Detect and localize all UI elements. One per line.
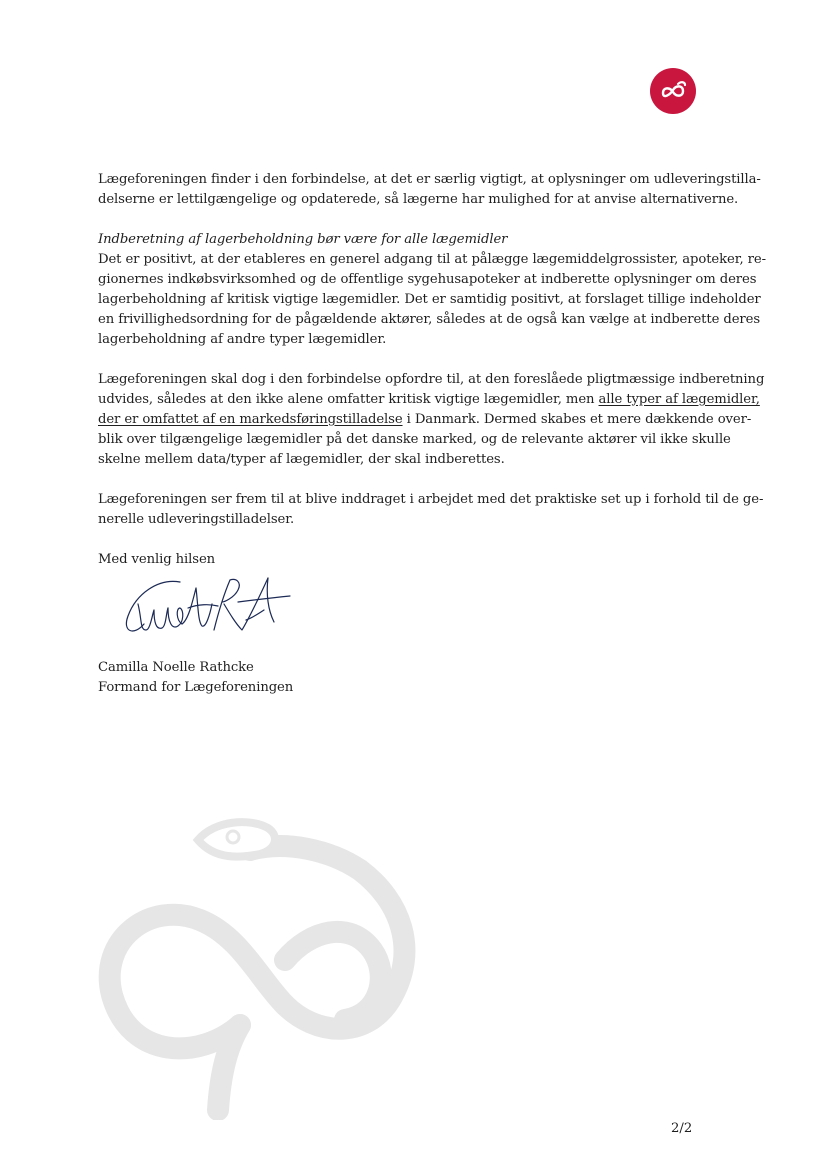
underlined-emphasis: der er omfattet af en markedsføringstilladelse	[98, 412, 403, 427]
signer-title: Formand for Lægeforeningen	[98, 680, 294, 695]
handwritten-signature	[118, 574, 298, 644]
section-heading: Indberetning af lagerbeholdning bør være for alle lægemidler	[98, 232, 508, 247]
text-line: Det er positivt, at der etableres en generel adgang til at pålægge lægemiddelgrossister, apoteker, re-	[98, 252, 766, 267]
text-line: Lægeforeningen finder i den forbindelse, at det er særlig vigtigt, at oplysninger om udleveringstilla-	[98, 172, 761, 187]
text-line: lagerbeholdning af kritisk vigtige lægemidler. Det er samtidig positivt, at forslaget tillige indeholder	[98, 292, 761, 307]
signer-block	[98, 658, 730, 698]
text-line: Lægeforeningen skal dog i den forbindelse opfordre til, at den foreslåede pligtmæssige indberetning	[98, 372, 765, 387]
text-line: gionernes indkøbsvirksomhed og de offentlige sygehusapoteker at indberette oplysninger om deres	[98, 272, 757, 287]
snake-watermark-icon	[90, 810, 450, 1120]
paragraph-stock-reporting	[98, 230, 766, 350]
text-line: Lægeforeningen ser frem til at blive inddraget i arbejdet med det praktiske set up i forhold til de ge-	[98, 492, 764, 507]
underlined-emphasis: alle typer af lægemidler,	[598, 392, 760, 407]
text-line: delserne er lettilgængelige og opdaterede, så lægerne har mulighed for at anvise alternativerne.	[98, 192, 739, 207]
brand-logo-icon	[650, 68, 696, 114]
page-number: 2/2	[671, 1121, 693, 1136]
sign-off	[98, 550, 730, 570]
text-segment: i Danmark. Dermed skabes et mere dækkende over-	[402, 412, 752, 427]
paragraph-availability	[98, 170, 761, 210]
letter-body	[98, 170, 766, 718]
text-segment: udvides, således at den ikke alene omfatter kritisk vigtige lægemidler, men	[98, 392, 599, 407]
paragraph-closing-remark	[98, 490, 764, 530]
signer-name: Camilla Noelle Rathcke	[98, 660, 254, 675]
text-line: lagerbeholdning af andre typer lægemidler.	[98, 332, 387, 347]
text-line	[98, 410, 752, 430]
text-line	[98, 390, 760, 410]
paragraph-extension-request	[98, 370, 765, 470]
text-line: blik over tilgængelige lægemidler på det danske marked, og de relevante aktører vil ikke skulle	[98, 432, 731, 447]
text-line: en frivillighedsordning for de pågældende aktører, således at de også kan vælge at indberette deres	[98, 312, 760, 327]
text-line: nerelle udleveringstilladelser.	[98, 512, 295, 527]
closing-salutation: Med venlig hilsen	[98, 552, 216, 567]
text-line: skelne mellem data/typer af lægemidler, der skal indberettes.	[98, 452, 505, 467]
